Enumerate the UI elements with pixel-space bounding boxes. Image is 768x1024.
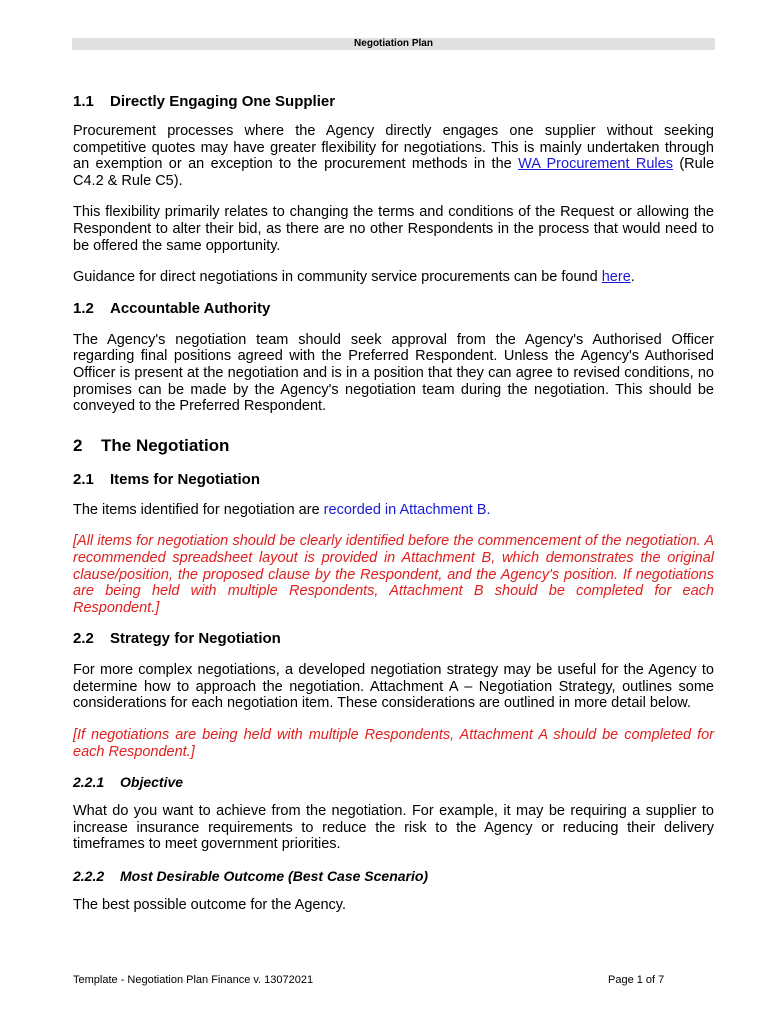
footer-page-number: Page 1 of 7 (608, 974, 665, 986)
paragraph-2-1-a (73, 502, 714, 519)
heading-text: Strategy for Negotiation (110, 630, 281, 648)
instruction-2-1: [All items for negotiation should be clearly identified before the commencement of the negotiation. A recommended spreadsheet layout is provided in Attachment B, which demonstrates the original clause/position, the proposed clause by the Respondent, and the Agency's position. If negotiations are being held with multiple Respondents, Attachment B should be completed for each Respondent.] (73, 533, 714, 616)
heading-text: Most Desirable Outcome (Best Case Scenario) (120, 868, 429, 885)
text: Guidance for direct negotiations in community service procurements can be found (73, 269, 602, 286)
heading-1-2 (73, 298, 714, 320)
heading-text: Items for Negotiation (110, 470, 261, 488)
paragraph-2-2-2: The best possible outcome for the Agency. (73, 897, 346, 914)
text: (Rule C4.2 & Rule C5). (73, 156, 715, 189)
header-title: Negotiation Plan (354, 38, 433, 49)
heading-number: 2.2 (73, 630, 94, 648)
paragraph-1-1-b: This flexibility primarily relates to changing the terms and conditions of the Request or allowing the Respondent to alter their bid, as there are no other Respondents in the process that would need to be offered the same opportunity. (73, 204, 714, 254)
paragraph-1-1-a (73, 123, 714, 189)
heading-number: 1.1 (73, 93, 94, 110)
heading-2-2-2 (73, 866, 714, 886)
heading-number: 2.2.1 (73, 774, 105, 791)
heading-text: Directly Engaging One Supplier (110, 93, 336, 110)
footer-document-id: Template - Negotiation Plan Finance v. 13072021 (73, 974, 314, 986)
instruction-2-2: [If negotiations are being held with multiple Respondents, Attachment A should be completed for each Respondent.] (73, 727, 714, 760)
here-link[interactable]: here (601, 269, 631, 286)
wa-procurement-rules-link[interactable]: WA Procurement Rules (518, 156, 673, 173)
running-header (72, 38, 715, 50)
attachment-b-reference: recorded in Attachment B. (323, 501, 491, 518)
heading-2 (73, 434, 714, 458)
heading-number: 2.2.2 (73, 868, 105, 885)
paragraph-1-1-c (73, 269, 714, 286)
paragraph-2-2: For more complex negotiations, a developed negotiation strategy may be useful for the Agency to determine how to approach the negotiation. Attachment A – Negotiation Strategy, outlines some considerations for each negotiation item. These considerations are outlined in more detail below. (73, 662, 714, 712)
heading-number: 1.2 (73, 299, 94, 317)
text: Procurement processes where the Agency directly engages one supplier without seeking competitive quotes may have greater flexibility for negotiations. This is mainly undertaken through an exemption or an exception to the procurement methods in the (73, 123, 714, 173)
heading-1-1 (73, 91, 714, 113)
page-body (73, 90, 714, 914)
heading-2-2-1 (73, 772, 714, 792)
heading-text: Accountable Authority (110, 299, 271, 317)
heading-text: Objective (120, 774, 184, 791)
heading-number: 2 (73, 435, 83, 455)
heading-2-2 (73, 628, 714, 650)
paragraph-1-2: The Agency's negotiation team should seek approval from the Agency's Authorised Officer regarding final positions agreed with the Preferred Respondent. Unless the Agency's Authorised Officer is present at the negotiation and is in a position that they can agree to revised conditions, no promises can be made by the Agency's negotiation team during the negotiation. This should be conveyed to the Preferred Respondent. (73, 331, 714, 415)
text: The items identified for negotiation are (73, 501, 324, 518)
heading-2-1 (73, 469, 714, 491)
text: . (630, 269, 635, 286)
heading-number: 2.1 (73, 470, 94, 488)
paragraph-2-2-1: What do you want to achieve from the negotiation. For example, it may be requiring a supplier to increase insurance requirements to reduce the risk to the Agency or reducing their delivery timeframes to meet government priorities. (73, 803, 714, 853)
heading-text: The Negotiation (101, 435, 230, 455)
